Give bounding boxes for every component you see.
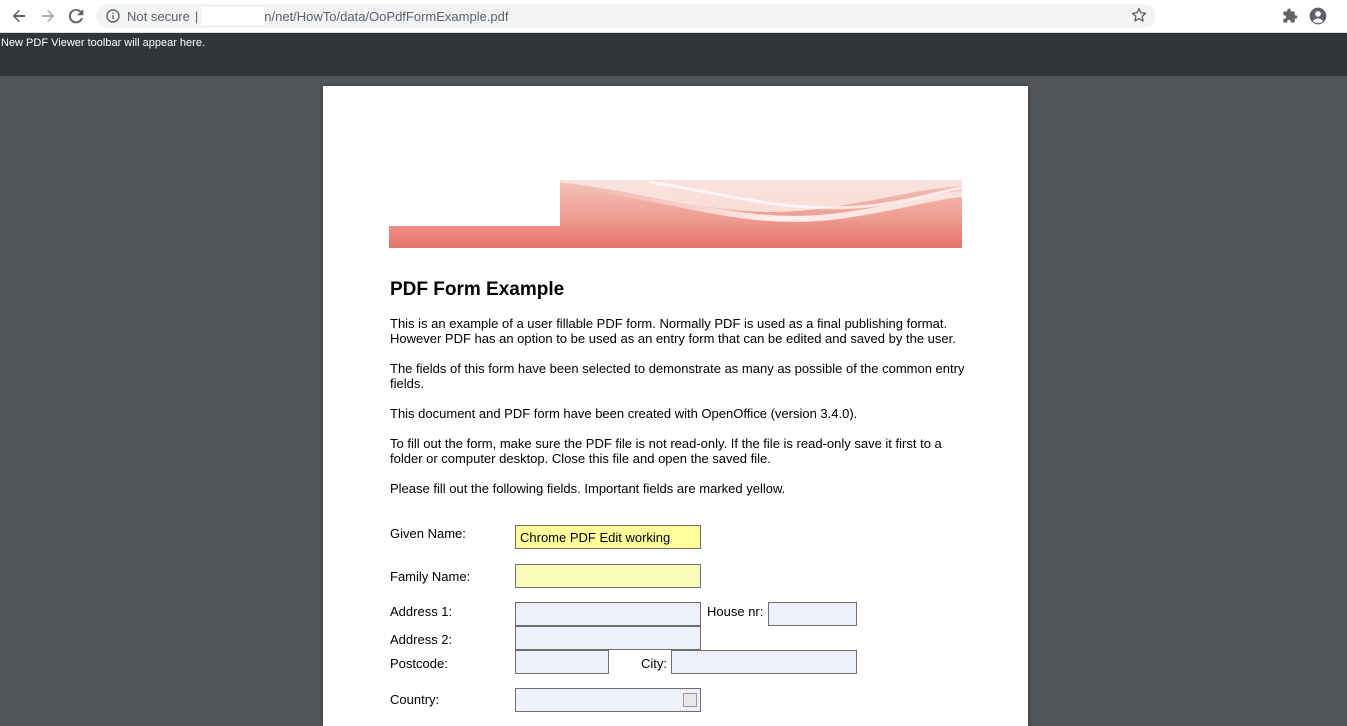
country-label: Country: — [390, 692, 440, 707]
address-bar[interactable] — [96, 4, 1156, 28]
arrow-left-icon — [11, 8, 27, 24]
star-icon — [1130, 6, 1148, 24]
family-name-label: Family Name: — [390, 569, 471, 584]
banner-logo-area — [389, 180, 560, 226]
extensions-button[interactable] — [1279, 5, 1301, 27]
url-separator: | — [194, 8, 199, 24]
reload-button[interactable] — [65, 5, 87, 27]
reload-icon — [68, 8, 84, 24]
given-name-label: Given Name: — [390, 526, 466, 541]
intro-paragraph: This is an example of a user fillable PDF form. Normally PDF is used as a final publishing format. However PDF has an option to be used as an entry form that can be edited and saved by the user. — [390, 316, 956, 346]
fields-paragraph: The fields of this form have been selected to demonstrate as many as possible of the common entry fields. — [390, 361, 965, 391]
house-nr-input[interactable] — [768, 602, 857, 626]
dropdown-arrow-icon[interactable] — [683, 693, 697, 707]
bookmark-button[interactable] — [1130, 6, 1148, 27]
address1-input[interactable] — [515, 602, 701, 626]
header-banner — [389, 180, 962, 248]
family-name-input[interactable] — [515, 564, 701, 588]
fill-out-paragraph: Please fill out the following fields. Important fields are marked yellow. — [390, 481, 786, 496]
url-text: n/net/HowTo/data/OoPdfFormExample.pdf — [264, 8, 509, 24]
document-title: PDF Form Example — [390, 279, 565, 300]
given-name-input[interactable] — [515, 525, 701, 549]
openoffice-paragraph: This document and PDF form have been created with OpenOffice (version 3.4.0). — [390, 406, 858, 421]
country-select[interactable] — [515, 688, 701, 712]
city-input[interactable] — [671, 650, 857, 674]
address2-input[interactable] — [515, 626, 701, 650]
browser-toolbar — [0, 0, 1347, 33]
info-circle-icon[interactable] — [106, 9, 120, 23]
arrow-right-icon — [40, 8, 56, 24]
security-label: Not secure — [127, 8, 190, 24]
pdf-page — [323, 86, 1028, 726]
house-nr-label: House nr: — [707, 604, 764, 619]
address1-label: Address 1: — [390, 604, 453, 619]
toolbar-placeholder-text: New PDF Viewer toolbar will appear here. — [1, 37, 205, 49]
back-button[interactable] — [8, 5, 30, 27]
forward-button[interactable] — [37, 5, 59, 27]
pdf-viewer-toolbar — [0, 33, 1347, 76]
profile-button[interactable] — [1307, 5, 1329, 27]
redacted-domain — [202, 7, 264, 25]
pdf-viewer-area[interactable] — [0, 76, 1347, 707]
postcode-label: Postcode: — [390, 656, 448, 671]
city-label: City: — [641, 656, 667, 671]
address2-label: Address 2: — [390, 632, 453, 647]
puzzle-icon — [1282, 8, 1298, 24]
instructions-paragraph: To fill out the form, make sure the PDF file is not read-only. If the file is read-only save it first to a folder or computer desktop. Close this file and open the saved file. — [390, 436, 942, 466]
account-circle-icon — [1308, 6, 1328, 26]
postcode-input[interactable] — [515, 650, 609, 674]
